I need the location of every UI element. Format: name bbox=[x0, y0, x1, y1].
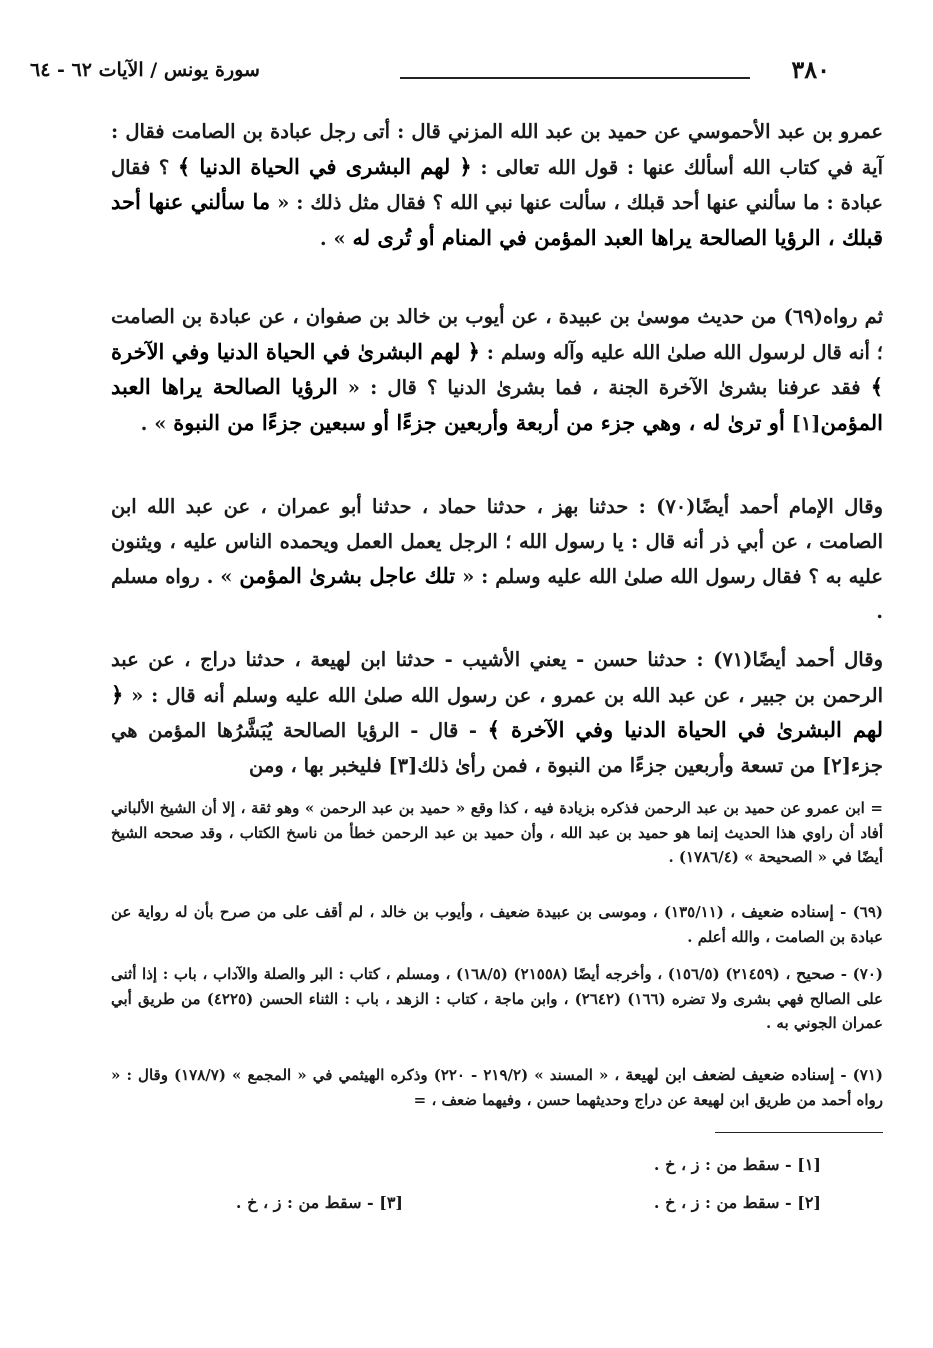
footnote-69 bbox=[111, 900, 883, 949]
footnote-69-number: (٦٩) - bbox=[833, 903, 884, 921]
page-header bbox=[30, 55, 830, 95]
variant-note-1: [١] - سقط من : ز ، خ . bbox=[653, 1155, 821, 1174]
variant-note-3: [٣] - سقط من : ز ، خ . bbox=[235, 1193, 403, 1212]
p4-text-1: وقال أحمد أيضًا(٧١) : حدثنا حسن - يعني الأشيب - حدثنا ابن لهيعة ، حدثنا دراج ، عن عبد الرحمن بن جبير ، عن عبد الله بن عمرو ، عن رسول الله صلىٰ الله عليه وسلم أنه قال : « bbox=[111, 648, 883, 707]
page-number: ٣٨٠ bbox=[791, 55, 830, 84]
p4-text-2: - قال - الرؤيا الصالحة يُبَشَّرُها المؤمن هي جزء[٢] من تسعة وأربعين جزءًا من النبوة ، فمن رأىٰ ذلك[٣] فليخبر بها ، ومن bbox=[111, 719, 883, 777]
p1-text-1: عمرو بن عبد الأحموسي عن حميد بن عبد الله المزني قال : أتى رجل عبادة بن الصامت فقال : آية في كتاب الله أسألك عنها : قول الله تعالى : bbox=[111, 120, 883, 179]
p2-text-1: ثم رواه(٦٩) من حديث موسىٰ بن عبيدة ، عن أيوب بن خالد بن صفوان ، عن عبادة بن الصامت ؛ أنه قال لرسول الله صلىٰ الله عليه وآله وسلم : bbox=[111, 305, 883, 364]
p3-text-2: » . رواه مسلم . bbox=[111, 565, 883, 623]
variant-note-2: [٢] - سقط من : ز ، خ . bbox=[653, 1193, 821, 1212]
p3-text-1: وقال الإمام أحمد أيضًا(٧٠) : حدثنا بهز ، حدثنا حماد ، حدثنا أبو عمران ، عن عبد الله ابن الصامت ، عن أبي ذر أنه قال : يا رسول الله ؛ الرجل يعمل العمل ويحمده الناس عليه ، ويثنون عليه به ؟ فقال رسول الله صلىٰ الله عليه وسلم : « bbox=[111, 495, 883, 588]
p1-quran-1: ﴿ لهم البشرى في الحياة الدنيا ﴾ bbox=[177, 153, 472, 179]
footnote-70 bbox=[111, 962, 883, 1036]
p1-text-3: » . bbox=[319, 226, 353, 250]
paragraph-1 bbox=[111, 115, 883, 256]
header-rule bbox=[400, 77, 750, 79]
p1-hadith: ما سألني عنها أحد قبلك ، الرؤيا الصالحة يراها العبد المؤمن في المنام أو تُرى له bbox=[111, 189, 883, 250]
paragraph-3 bbox=[111, 490, 883, 629]
p2-text-2: فقد عرفنا بشرىٰ الآخرة الجنة ، فما بشرىٰ الدنيا ؟ قال : « bbox=[337, 376, 871, 399]
p3-hadith: تلك عاجل بشرىٰ المؤمن bbox=[239, 563, 456, 588]
footnote-71-grade: إسناده ضعيف لضعف ابن لهيعة bbox=[625, 1065, 835, 1084]
footnote-70-number: (٧٠) - bbox=[835, 965, 884, 983]
p2-hadith-2: أو ترىٰ له ، وهي جزء من أربعة وأربعين جزءًا أو سبعين جزءًا من النبوة bbox=[173, 409, 785, 435]
footnote-71 bbox=[111, 1063, 883, 1112]
footnote-71-number: (٧١) - bbox=[834, 1066, 884, 1084]
footnote-70-text: ، (٢١٤٥٩) (١٥٦/٥) ، وأخرجه أيضًا (٢١٥٥٨) (١٦٨/٥) ، ومسلم ، كتاب : البر والصلة والآداب ، باب : إذا أثنى على الصالح فهي بشرى ولا تضره (١٦٦) (٢٦٤٢) ، وابن ماجة ، كتاب : الزهد ، باب : الثناء الحسن (٤٢٢٥) من طريق أبي عمران الجوني به . bbox=[111, 965, 883, 1032]
paragraph-4 bbox=[111, 643, 883, 783]
p2-hadith-1: الرؤيا الصالحة يراها العبد المؤمن bbox=[111, 374, 883, 435]
footnote-70-grade: صحيح bbox=[796, 964, 836, 983]
footnote-continuation: = ابن عمرو عن حميد بن عبد الرحمن فذكره بزيادة فيه ، كذا وقع « حميد بن عبد الرحمن » وهو ثقة ، إلا أن الشيخ الألباني أفاد أن راوي هذا الحديث إنما هو حميد بن عبد الله ، وأن حميد بن عبد الرحمن خطأ من ناسخ الكتاب ، وقد صححه الشيخ أيضًا في « الصحيحة » (١٧٨٦/٤) . bbox=[111, 799, 883, 866]
footnote-71-text: ، « المسند » (٢١٩/٢ - ٢٢٠) وذكره الهيثمي في « المجمع » (١٧٨/٧) وقال : « رواه أحمد من طريق ابن لهيعة عن دراج وحديثهما حسن ، وفيهما ضعف ، = bbox=[111, 1066, 883, 1109]
sura-label: سورة يونس / الآيات ٦٢ - ٦٤ bbox=[30, 59, 260, 81]
p2-quran-1: ﴿ لهم البشرىٰ في الحياة الدنيا وفي الآخرة ﴾ bbox=[111, 338, 883, 399]
p2-ref: [١] bbox=[784, 411, 821, 435]
p1-text-2: ؟ فقال عبادة : ما سألني عنها أحد قبلك ، سألت عنها نبي الله ؟ فقال مثل ذلك : « bbox=[111, 155, 883, 214]
variants-separator bbox=[715, 1132, 883, 1133]
p2-text-4: » . bbox=[140, 411, 174, 435]
footnote-69-text: ، (١٣٥/١١) ، وموسى بن عبيدة ضعيف ، وأيوب بن خالد ، لم أقف على من صرح بأن له رواية عن عبادة بن الصامت ، والله أعلم . bbox=[111, 903, 883, 946]
footnote-69-grade: إسناده ضعيف bbox=[741, 902, 834, 921]
p4-quran-1: ﴿ لهم البشرىٰ في الحياة الدنيا وفي الآخرة ﴾ bbox=[111, 681, 883, 742]
paragraph-2 bbox=[111, 300, 883, 441]
